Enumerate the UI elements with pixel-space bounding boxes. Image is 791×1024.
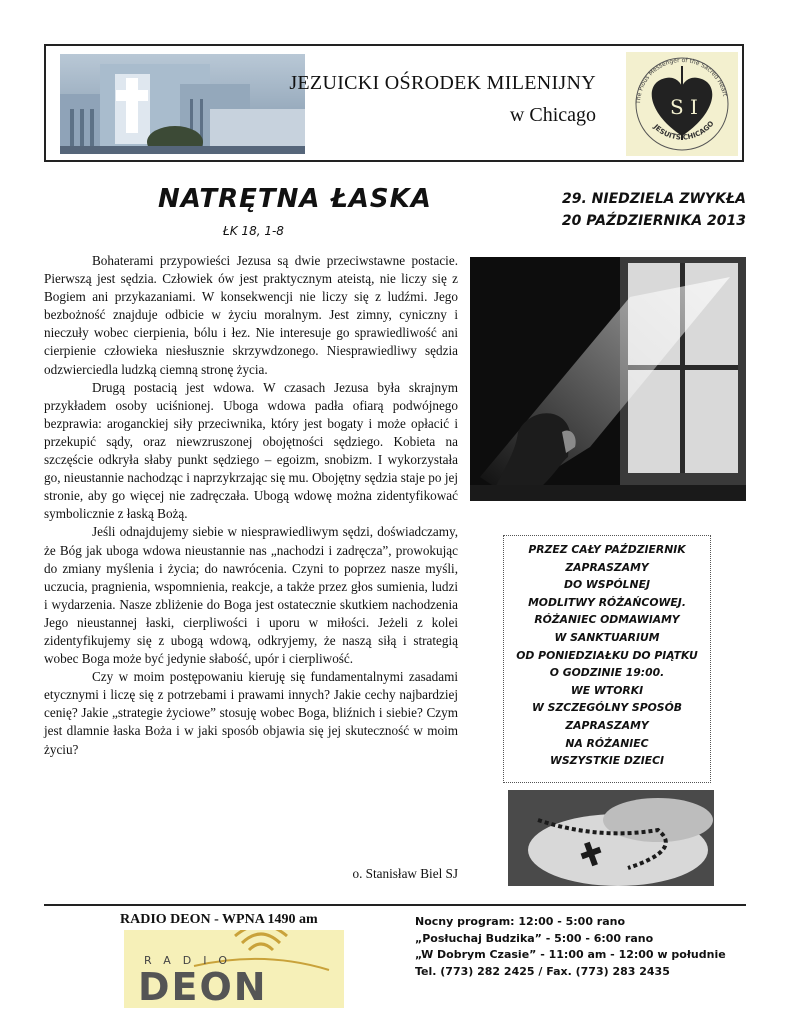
seal-ring-text: The Pious Messenger of the Sacred Heart bbox=[634, 56, 729, 105]
notice-line: W SANKTUARIUM bbox=[554, 630, 660, 644]
notice-line: RÓŻANIEC ODMAWIAMY bbox=[534, 613, 680, 627]
schedule-line: Nocny program: 12:00 - 5:00 rano bbox=[415, 915, 626, 928]
radio-schedule bbox=[415, 914, 726, 980]
article-paragraph: Czy w moim postępowaniu kieruję się fundamentalnymi zasadami etycznymi i liczę się z potrzebami i prawami innych? Jakie cechy najbardziej cenię? Jakie „strategie życiowe” stosuję wobec Boga, bliźnich i siebie? Czym jest dlamnie łaska Boża i w jaki sposób objawia się jej skuteczność w moim życiu? bbox=[44, 669, 458, 757]
scripture-reference: ŁK 18, 1-8 bbox=[223, 224, 284, 238]
notice-line: MODLITWY RÓŻAŃCOWEJ. bbox=[528, 595, 686, 609]
seal-letters: S I bbox=[670, 95, 698, 119]
notice-line: ZAPRASZAMY bbox=[565, 718, 649, 732]
article-paragraph: Jeśli odnajdujemy siebie w niesprawiedliwym sędzi, doświadczamy, że Bóg jak uboga wdowa nieustannie nas „nachodzi i zadręcza”, prowokując do zmiany myślenia i życia; do nawrócenia. Czyni to poprzez nasze myśli, uczucia, pragnienia, wspomnienia, reakcje, a także przez głos sumienia, ludzi i wydarzenia. Nasze zbliżenie do Boga jest ostatecznie skutkiem nachodzenia Jego nieustannej łaski, cierpliwości i uporu w miłości. Jeżeli z kolei zidentyfikujemy się z ubogą wdową, odkryjemy, że naszą siłą i strategią wobec Boga może być jedynie słabość, upór i cierpliwość. bbox=[44, 524, 458, 667]
notice-line: WE WTORKI bbox=[570, 683, 644, 697]
jesuit-seal-logo bbox=[626, 52, 738, 156]
article-body bbox=[44, 252, 458, 759]
jesuit-seal-icon bbox=[626, 52, 738, 156]
notice-line: ZAPRASZAMY bbox=[565, 560, 649, 574]
sermon-title: NATRĘTNA ŁASKA bbox=[158, 184, 432, 214]
rosary-in-hands-photo bbox=[508, 790, 714, 886]
footer-divider bbox=[44, 904, 746, 906]
notice-line: DO WSPÓLNEJ bbox=[564, 578, 650, 592]
liturgical-sunday: 29. NIEDZIELA ZWYKŁA bbox=[562, 191, 746, 207]
notice-line: W SZCZEGÓLNY SPOSÓB bbox=[532, 701, 682, 715]
notice-line: O GODZINIE 19:00. bbox=[549, 666, 665, 680]
logo-radio-text: RADIO bbox=[144, 954, 240, 967]
header-city: w Chicago bbox=[509, 104, 596, 126]
radio-deon-logo bbox=[124, 930, 344, 1008]
header-title: JEZUICKI OŚRODEK MILENIJNY bbox=[289, 72, 596, 94]
date-line: 20 PAŹDZIERNIKA 2013 bbox=[561, 213, 746, 229]
seal-bottom-text: JESUITS CHICAGO bbox=[651, 119, 716, 142]
radio-title: RADIO DEON - WPNA 1490 am bbox=[120, 912, 318, 927]
notice-line: PRZEZ CAŁY PAŹDZIERNIK bbox=[528, 543, 686, 556]
notice-line: NA RÓŻANIEC bbox=[565, 736, 649, 750]
schedule-line: „W Dobrym Czasie” - 11:00 am - 12:00 w południe bbox=[415, 948, 726, 961]
woman-at-window-photo bbox=[470, 257, 746, 501]
notice-line: OD PONIEDZIAŁKU DO PIĄTKU bbox=[516, 648, 698, 662]
article-paragraph: Drugą postacią jest wdowa. W czasach Jezusa była skrajnym przykładem osoby uciśnionej. Uboga wdowa padła ofiarą podwójnego bezprawia: aroganckiej siły przeciwnika, który jest bogaty i może opłacić i przekupić sądy, oraz niewzruszonej obojętności sędziego. Kobieta na szczęście odkryła słaby punkt sędziego – egoizm, snobizm. I wykorzystała go, nieustannie nachodząc i naprzykrzając się mu. Obojętny sędzia staje po jej stronie, aby go więcej nie zadręczała. Ubogą wdowę można zidentyfikować symbolicznie z łaską Bożą. bbox=[44, 379, 458, 522]
notice-lines bbox=[504, 536, 710, 770]
schedule-line: Tel. (773) 282 2425 / Fax. (773) 283 2435 bbox=[415, 964, 670, 978]
schedule-line: „Posłuchaj Budzika” - 5:00 - 6:00 rano bbox=[415, 931, 654, 945]
church-building-image bbox=[60, 54, 305, 154]
article-paragraph: Bohaterami przypowieści Jezusa są dwie przeciwstawne postacie. Pierwszą jest sędzia. Człowiek ów jest praktycznym ateistą, nie liczy się z Bogiem ani przykazaniami. W konsekwencji nie liczy się z ludźmi. Jego bezbożność znajduje odbicie w życiu moralnym. Jest zimny, cyniczny i nieczuły wobec cierpienia, bólu i łez. Nie interesuje go sprawiedliwość ani cierpienie człowieka niesłusznie skrzywdzonego. Niesprawiedliwy sędzia odzwierciedla ludzką ciemną stronę życia. bbox=[44, 253, 458, 377]
author-signature: o. Stanisław Biel SJ bbox=[352, 866, 458, 881]
header-box bbox=[44, 44, 744, 162]
notice-line: WSZYSTKIE DZIECI bbox=[549, 754, 665, 768]
rosary-notice-box bbox=[503, 535, 711, 783]
logo-deon-text: DEON bbox=[138, 965, 268, 1008]
